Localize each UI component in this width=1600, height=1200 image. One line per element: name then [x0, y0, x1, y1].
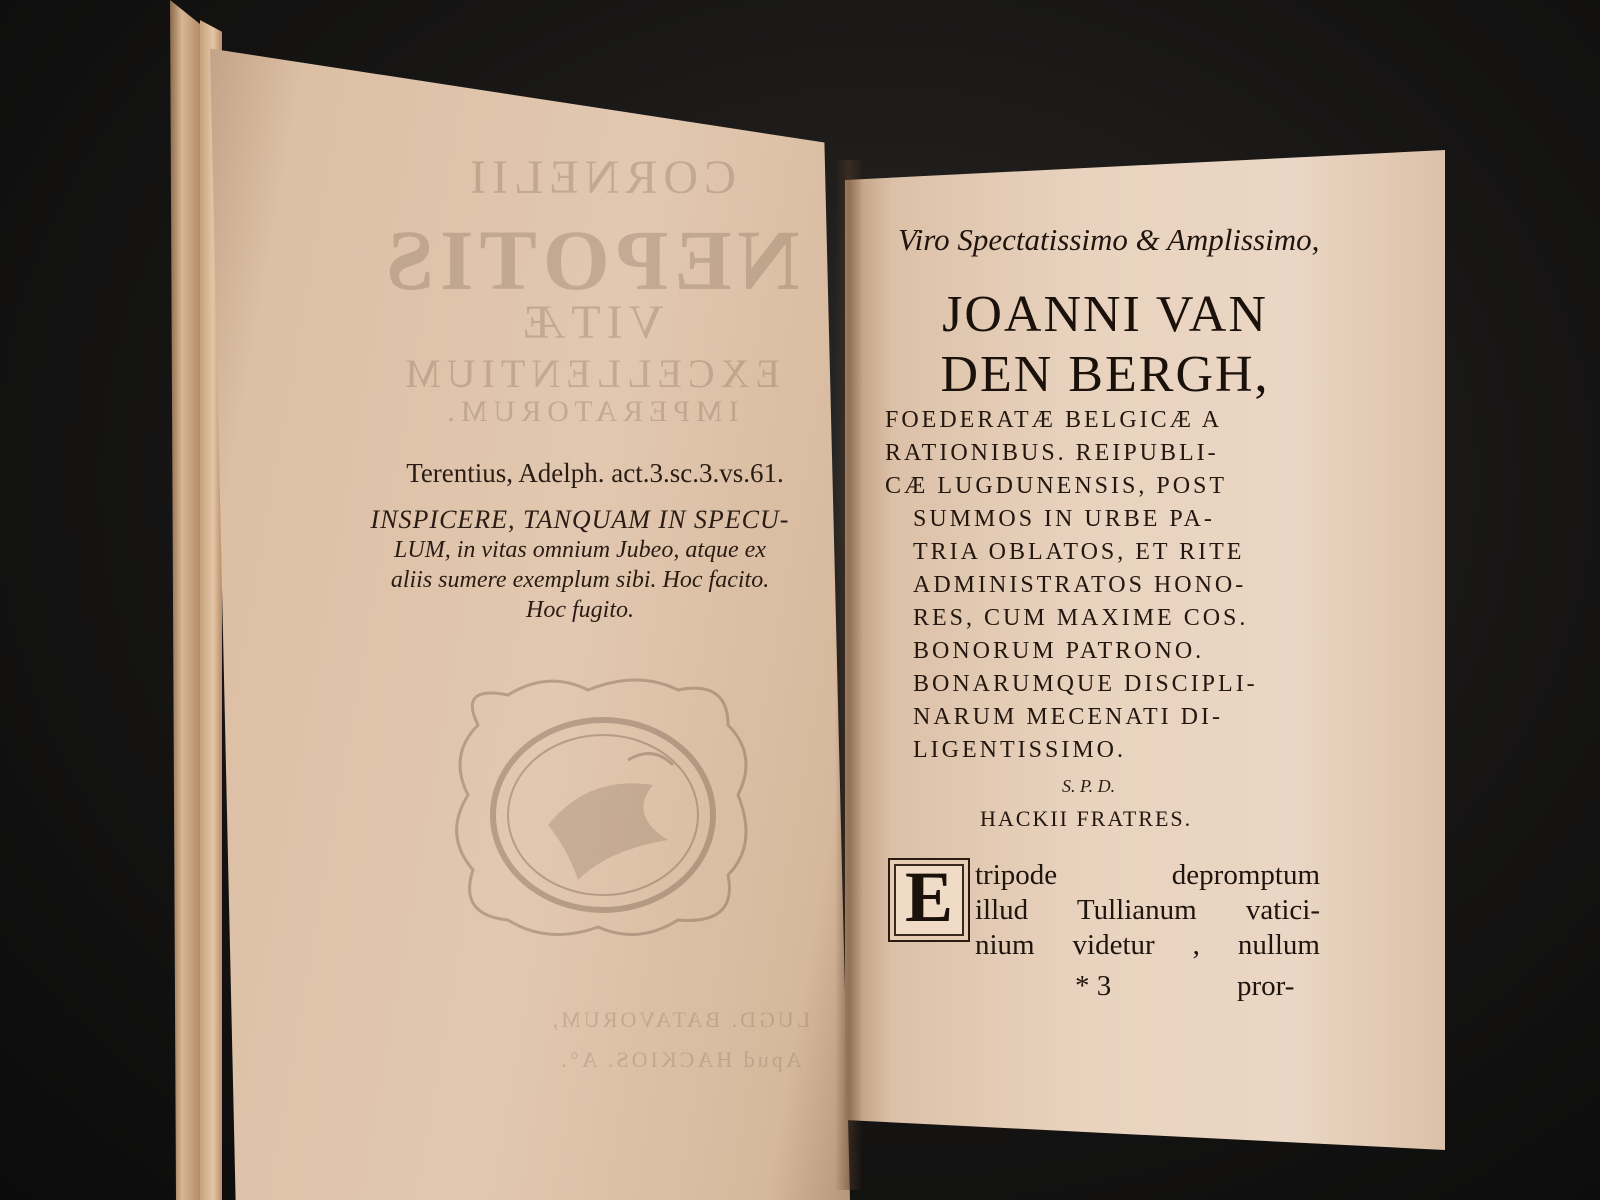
- printer-emblem-bleed-through: [438, 665, 768, 950]
- bleed-through-text: IMPERATORUM.: [441, 395, 739, 428]
- text-line: illud Tullianum vatici-: [975, 894, 1320, 926]
- body-line: TRIA OBLATOS, ET RITE: [913, 539, 1245, 565]
- name-line: DEN BERGH,: [940, 346, 1270, 403]
- terence-quote: [345, 505, 815, 625]
- body-line: FOEDERATÆ BELGICÆ A: [885, 407, 1223, 433]
- body-line: ADMINISTRATOS HONO-: [913, 572, 1247, 598]
- body-line: CÆ LUGDUNENSIS, POST: [885, 473, 1228, 499]
- bleed-through-text: VITÆ: [516, 296, 664, 349]
- decorated-initial: [888, 858, 970, 942]
- body-line: LIGENTISSIMO.: [913, 737, 1126, 763]
- catchword: pror-: [1237, 970, 1295, 1002]
- signatories: HACKII FRATRES.: [980, 806, 1193, 831]
- dedicatee-name: [880, 285, 1330, 405]
- bleed-through-text: NEPOTIS: [380, 212, 800, 308]
- signature-mark: * 3: [1075, 970, 1112, 1002]
- body-line: RATIONIBUS. REIPUBLI-: [885, 440, 1219, 466]
- name-line: JOANNI VAN: [942, 286, 1268, 343]
- salutation: S. P. D.: [1062, 776, 1116, 796]
- dedication-body: [885, 404, 1325, 767]
- body-line: RES, CUM MAXIME COS.: [913, 605, 1249, 631]
- body-line: NARUM MECENATI DI-: [913, 704, 1223, 730]
- book-cover-edge: [170, 0, 200, 1200]
- terence-reference: Terentius, Adelph. act.3.sc.3.vs.61.: [406, 458, 784, 488]
- book-gutter: [835, 160, 863, 1190]
- quote-line: LUM, in vitas omnium Jubeo, atque ex: [394, 537, 766, 563]
- quote-line: INSPICERE, TANQUAM IN SPECU-: [370, 505, 790, 534]
- dedication-line: Viro Spectatissimo & Amplissimo,: [898, 222, 1320, 257]
- quote-line: aliis sumere exemplum sibi. Hoc facito.: [390, 567, 770, 593]
- letter-text: [975, 858, 1320, 963]
- bleed-through-text: EXCELLENTIUM: [399, 351, 780, 396]
- body-line: BONORUM PATRONO.: [913, 638, 1205, 664]
- body-line: BONARUMQUE DISCIPLI-: [913, 671, 1258, 697]
- text-line: nium videtur , nullum: [975, 929, 1320, 961]
- text-line: tripode depromptum: [975, 859, 1320, 891]
- body-line: SUMMOS IN URBE PA-: [913, 506, 1215, 532]
- bleed-through-text: CORNELII: [464, 151, 736, 204]
- initial-letter: E: [904, 857, 954, 937]
- quote-line: Hoc fugito.: [526, 597, 634, 623]
- bleed-through-imprint: LUGD. BATAVORUM, Apud HACKIOS. A°.: [549, 1007, 811, 1072]
